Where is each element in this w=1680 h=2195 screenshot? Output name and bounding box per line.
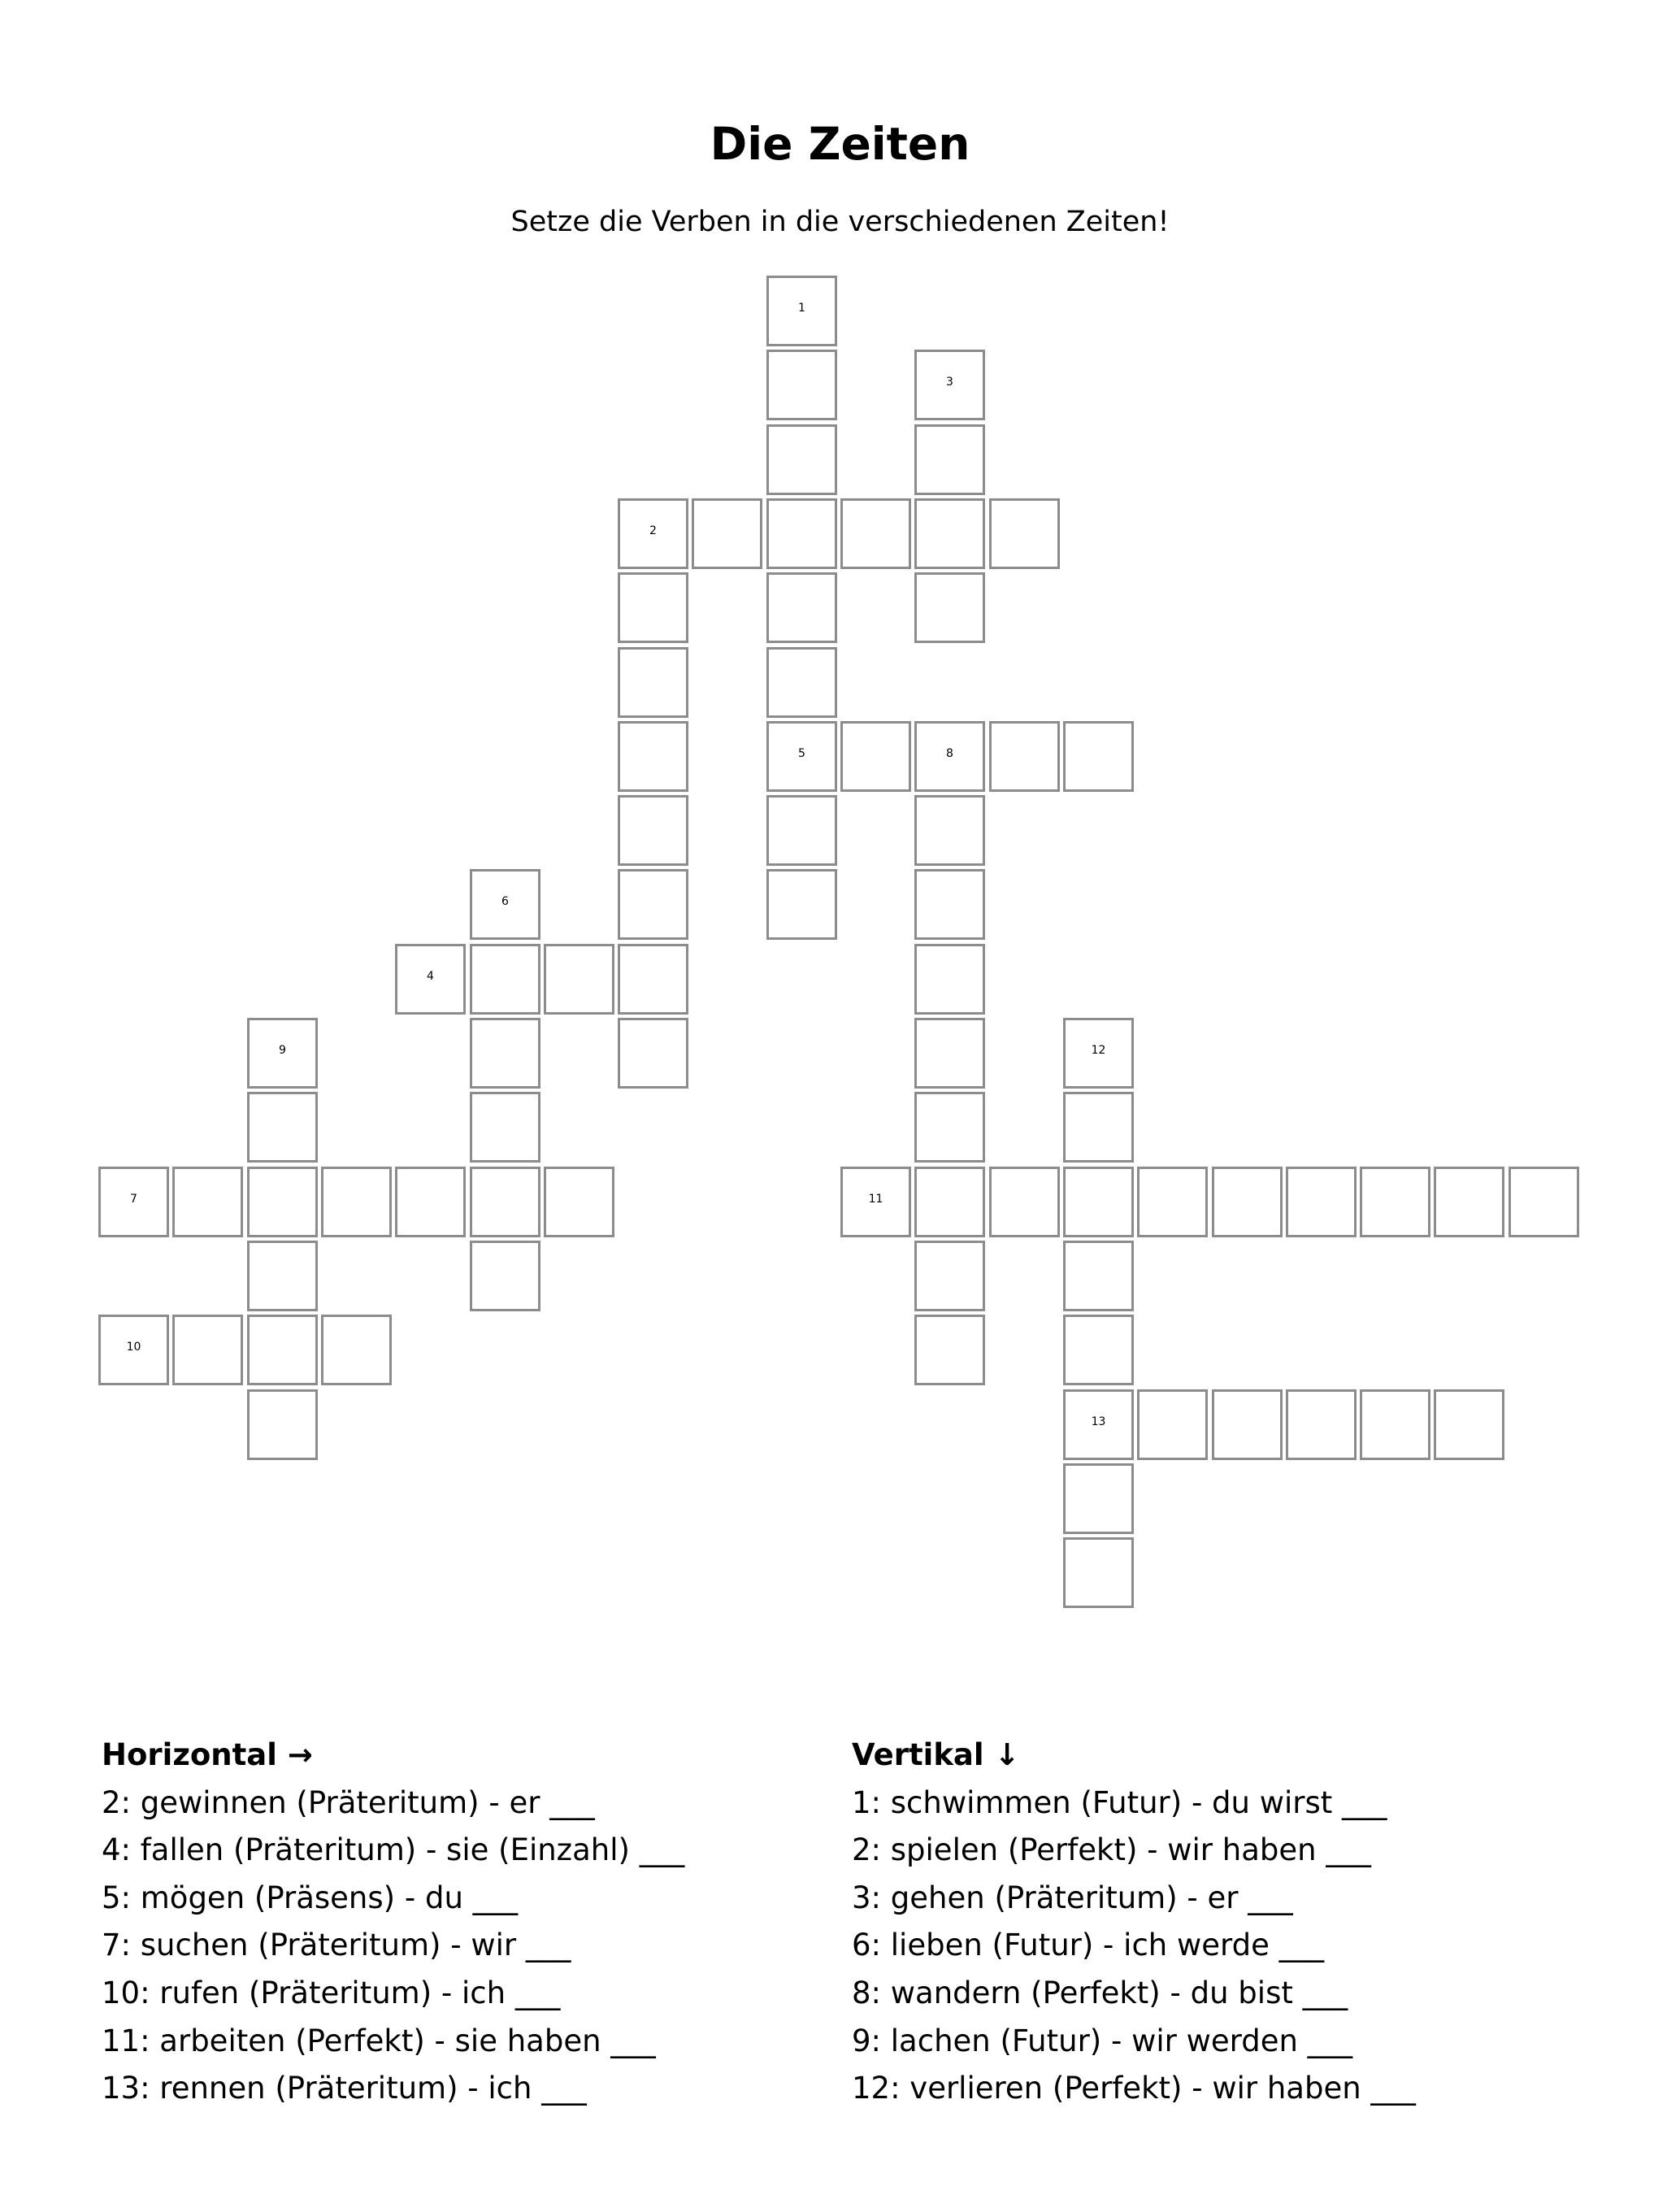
clue-number: 1 (798, 302, 805, 315)
crossword-cell[interactable] (1063, 1315, 1134, 1385)
crossword-cell[interactable] (989, 1167, 1060, 1237)
clues-down-heading: Vertikal ↓ (852, 1737, 1020, 1772)
clues-across-heading: Horizontal → (102, 1737, 313, 1772)
crossword-cell[interactable] (914, 1018, 985, 1089)
clue-number: 8 (946, 747, 953, 761)
crossword-cell[interactable] (1063, 1018, 1134, 1089)
crossword-cell[interactable] (247, 1167, 318, 1237)
clue-down: 12: verlieren (Perfekt) - wir haben ___ (852, 2071, 1416, 2106)
crossword-cell[interactable] (1063, 1463, 1134, 1534)
crossword-cell[interactable] (1137, 1389, 1208, 1460)
crossword-cell[interactable] (1360, 1167, 1430, 1237)
crossword-cell[interactable] (914, 1167, 985, 1237)
crossword-cell[interactable] (172, 1315, 243, 1385)
crossword-cell[interactable] (914, 1315, 985, 1385)
crossword-cell[interactable] (914, 572, 985, 643)
clue-across: 11: arbeiten (Perfekt) - sie haben ___ (102, 2023, 656, 2058)
crossword-cell[interactable] (766, 424, 837, 495)
crossword-cell[interactable] (618, 944, 688, 1015)
clue-down: 9: lachen (Futur) - wir werden ___ (852, 2023, 1353, 2058)
clue-down: 6: lieben (Futur) - ich werde ___ (852, 1928, 1325, 1963)
crossword-cell[interactable] (914, 1241, 985, 1311)
crossword-cell[interactable] (1063, 1537, 1134, 1608)
crossword-cell[interactable] (618, 1018, 688, 1089)
clue-across: 5: mögen (Präsens) - du ___ (102, 1880, 519, 1915)
crossword-cell[interactable] (840, 498, 911, 569)
crossword-cell[interactable] (692, 498, 762, 569)
crossword-cell[interactable] (1212, 1389, 1283, 1460)
clue-number: 13 (1091, 1415, 1106, 1429)
crossword-cell[interactable] (470, 1167, 540, 1237)
crossword-cell[interactable] (1434, 1389, 1504, 1460)
clue-number: 5 (798, 747, 805, 761)
crossword-cell[interactable] (989, 498, 1060, 569)
crossword-cell[interactable] (914, 350, 985, 420)
crossword-cell[interactable] (840, 1167, 911, 1237)
clue-number: 9 (279, 1044, 286, 1058)
crossword-cell[interactable] (914, 721, 985, 792)
clue-down: 3: gehen (Präteritum) - er ___ (852, 1880, 1293, 1915)
crossword-cell[interactable] (618, 869, 688, 940)
clue-down: 2: spielen (Perfekt) - wir haben ___ (852, 1832, 1371, 1868)
crossword-cell[interactable] (1286, 1167, 1357, 1237)
clues-across (102, 1732, 684, 2113)
crossword-cell[interactable] (247, 1315, 318, 1385)
crossword-cell[interactable] (989, 721, 1060, 792)
clue-number: 11 (868, 1193, 883, 1206)
crossword-cell[interactable] (766, 276, 837, 346)
crossword-cell[interactable] (618, 795, 688, 866)
crossword-cell[interactable] (247, 1092, 318, 1163)
crossword-cell[interactable] (395, 1167, 466, 1237)
crossword-cell[interactable] (618, 498, 688, 569)
crossword-cell[interactable] (914, 1092, 985, 1163)
clue-down: 8: wandern (Perfekt) - du bist ___ (852, 1975, 1348, 2010)
crossword-cell[interactable] (1063, 1092, 1134, 1163)
crossword-cell[interactable] (470, 1092, 540, 1163)
clue-number: 12 (1091, 1044, 1106, 1058)
crossword-cell[interactable] (914, 869, 985, 940)
clue-across: 2: gewinnen (Präteritum) - er ___ (102, 1784, 595, 1820)
crossword-cell[interactable] (840, 721, 911, 792)
clue-number: 7 (130, 1193, 137, 1206)
clue-number: 10 (126, 1341, 141, 1354)
page-subtitle: Setze die Verben in die verschiedenen Zeiten! (510, 206, 1170, 238)
crossword-cell[interactable] (1434, 1167, 1504, 1237)
clue-number: 2 (649, 524, 657, 538)
clue-across: 7: suchen (Präteritum) - wir ___ (102, 1928, 571, 1963)
crossword-cell[interactable] (470, 944, 540, 1015)
crossword-cell[interactable] (98, 1167, 169, 1237)
clue-number: 6 (501, 895, 509, 909)
crossword-cell[interactable] (618, 721, 688, 792)
crossword-cell[interactable] (1137, 1167, 1208, 1237)
crossword-cell[interactable] (914, 944, 985, 1015)
clue-down: 1: schwimmen (Futur) - du wirst ___ (852, 1784, 1387, 1820)
crossword-cell[interactable] (98, 1315, 169, 1385)
crossword-cell[interactable] (1063, 1241, 1134, 1311)
crossword-cell[interactable] (544, 1167, 614, 1237)
crossword-cell[interactable] (470, 1241, 540, 1311)
crossword-cell[interactable] (1212, 1167, 1283, 1237)
crossword-cell[interactable] (321, 1315, 392, 1385)
crossword-cell[interactable] (766, 498, 837, 569)
crossword-cell[interactable] (1509, 1167, 1579, 1237)
crossword-cell[interactable] (247, 1241, 318, 1311)
clue-across: 13: rennen (Präteritum) - ich ___ (102, 2071, 587, 2106)
clue-number: 4 (427, 970, 434, 984)
crossword-cell[interactable] (914, 424, 985, 495)
crossword-cell[interactable] (766, 350, 837, 420)
crossword-cell[interactable] (470, 869, 540, 940)
crossword-cell[interactable] (766, 572, 837, 643)
clue-across: 10: rufen (Präteritum) - ich ___ (102, 1975, 561, 2010)
crossword-cell[interactable] (914, 498, 985, 569)
crossword-cell[interactable] (172, 1167, 243, 1237)
crossword-cell[interactable] (321, 1167, 392, 1237)
crossword-cell[interactable] (1063, 1167, 1134, 1237)
crossword-cell[interactable] (618, 647, 688, 718)
crossword-cell[interactable] (1063, 1389, 1134, 1460)
page-title: Die Zeiten (710, 118, 970, 170)
crossword-cell[interactable] (395, 944, 466, 1015)
crossword-cell[interactable] (618, 572, 688, 643)
crossword-cell[interactable] (1360, 1389, 1430, 1460)
crossword-cell[interactable] (247, 1389, 318, 1460)
crossword-cell[interactable] (1063, 721, 1134, 792)
crossword-cell[interactable] (766, 647, 837, 718)
clue-number: 3 (946, 376, 953, 389)
crossword-cell[interactable] (914, 795, 985, 866)
crossword-cell[interactable] (766, 721, 837, 792)
crossword-cell[interactable] (766, 795, 837, 866)
clues-down (852, 1732, 1416, 2113)
clue-across: 4: fallen (Präteritum) - sie (Einzahl) ___ (102, 1832, 685, 1868)
crossword-cell[interactable] (247, 1018, 318, 1089)
crossword-cell[interactable] (766, 869, 837, 940)
crossword-cell[interactable] (1286, 1389, 1357, 1460)
crossword-cell[interactable] (470, 1018, 540, 1089)
crossword-cell[interactable] (544, 944, 614, 1015)
